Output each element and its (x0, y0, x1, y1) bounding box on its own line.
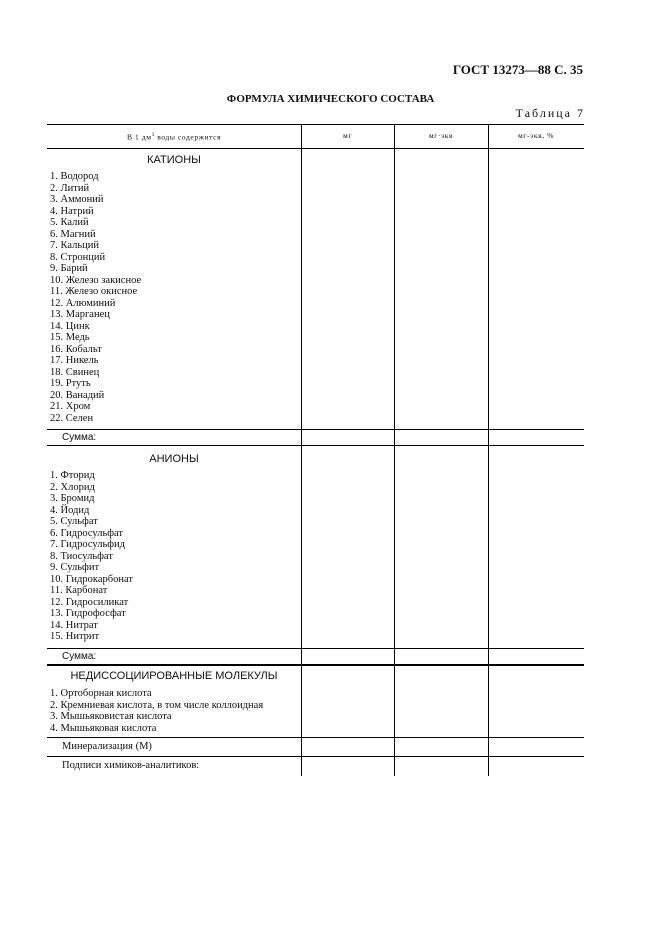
cations-sum-top-border (47, 429, 584, 430)
list-item: 19. Ртуть (50, 378, 91, 389)
document-title: ФОРМУЛА ХИМИЧЕСКОГО СОСТАВА (226, 93, 435, 105)
cations-sum-bottom-border (47, 445, 584, 446)
list-item: 5. Сульфат (50, 516, 98, 527)
anions-list (50, 470, 133, 643)
list-item: 16. Кобальт (50, 343, 102, 355)
column-divider-2 (394, 124, 395, 776)
list-item: 10. Гидрокарбонат (50, 573, 133, 585)
list-item: 14. Цинк (50, 320, 90, 332)
list-item: 2. Литий (50, 182, 90, 194)
column-divider-3 (488, 124, 489, 776)
list-item: 3. Аммоний (50, 194, 104, 205)
anions-sum-top-border (47, 648, 584, 649)
list-item: 4. Натрий (50, 205, 94, 217)
page-header: ГОСТ 13273—88 С. 35 (452, 62, 583, 77)
anions-sum-bottom-border (47, 664, 584, 666)
list-item: 14. Нитрат (50, 619, 98, 631)
anions-sum-label: Сумма: (62, 651, 97, 662)
column-header-content-prefix: В 1 дм (126, 132, 152, 142)
signatures-label: Подписи химиков-аналитиков: (62, 760, 200, 771)
column-header-content-suffix: воды содержится (154, 132, 222, 142)
list-item: 11. Железо окисное (50, 286, 138, 297)
mineralization-top-border (47, 737, 584, 738)
list-item: 17. Никель (50, 355, 99, 366)
list-item: 4. Йодид (50, 504, 90, 516)
list-item: 22. Селен (50, 412, 94, 424)
list-item: 1. Водород (50, 171, 99, 182)
mineralization-bottom-border (47, 756, 584, 757)
column-header-content-sup: 3 (151, 133, 155, 138)
list-item: 1. Фторид (50, 470, 95, 481)
mineralization-label: Минерализация (М) (62, 741, 152, 752)
list-item: 18. Свинец (50, 366, 100, 378)
column-header-mg: мг (342, 131, 353, 140)
list-item: 2. Хлорид (50, 481, 95, 493)
anions-title: АНИОНЫ (149, 453, 199, 465)
list-item: 11. Карбонат (50, 585, 108, 596)
list-item: 2. Кремниевая кислота, в том числе коллоидная (50, 699, 264, 711)
list-item: 12. Гидросиликат (50, 596, 129, 608)
list-item: 15. Нитрит (50, 631, 100, 642)
list-item: 10. Железо закисное (50, 274, 142, 286)
table-label: Таблица 7 (515, 106, 585, 120)
column-header-content (47, 124, 301, 148)
list-item: 12. Алюминий (50, 297, 116, 309)
column-header-mg-eq: мг·экв (428, 131, 454, 140)
list-item: 8. Стронций (50, 251, 106, 263)
list-item: 21. Хром (50, 401, 91, 412)
list-item: 4. Мышьяковая кислота (50, 722, 157, 734)
list-item: 13. Гидрофосфат (50, 608, 126, 619)
column-divider-1 (301, 124, 302, 776)
column-header-mg-eq-percent: мг-экв, % (517, 131, 555, 140)
list-item: 3. Бромид (50, 493, 95, 504)
header-bottom-border (47, 148, 584, 149)
list-item: 6. Гидросульфат (50, 527, 124, 539)
cations-list (50, 171, 141, 424)
list-item: 20. Ванадий (50, 389, 105, 401)
list-item: 3. Мышьяковистая кислота (50, 711, 172, 722)
list-item: 8. Тиосульфат (50, 550, 113, 562)
molecules-title: НЕДИССОЦИИРОВАННЫЕ МОЛЕКУЛЫ (70, 670, 278, 682)
list-item: 13. Марганец (50, 309, 110, 320)
molecules-list (50, 688, 263, 734)
cations-title: КАТИОНЫ (147, 154, 201, 166)
list-item: 7. Гидросульфид (50, 539, 125, 550)
cations-sum-label: Сумма: (62, 432, 97, 443)
list-item: 15. Медь (50, 332, 90, 343)
list-item: 1. Ортоборная кислота (50, 688, 152, 699)
list-item: 9. Сульфит (50, 562, 100, 573)
list-item: 9. Барий (50, 263, 88, 274)
list-item: 5. Калий (50, 217, 89, 228)
list-item: 6. Магний (50, 228, 96, 240)
list-item: 7. Кальций (50, 240, 100, 251)
